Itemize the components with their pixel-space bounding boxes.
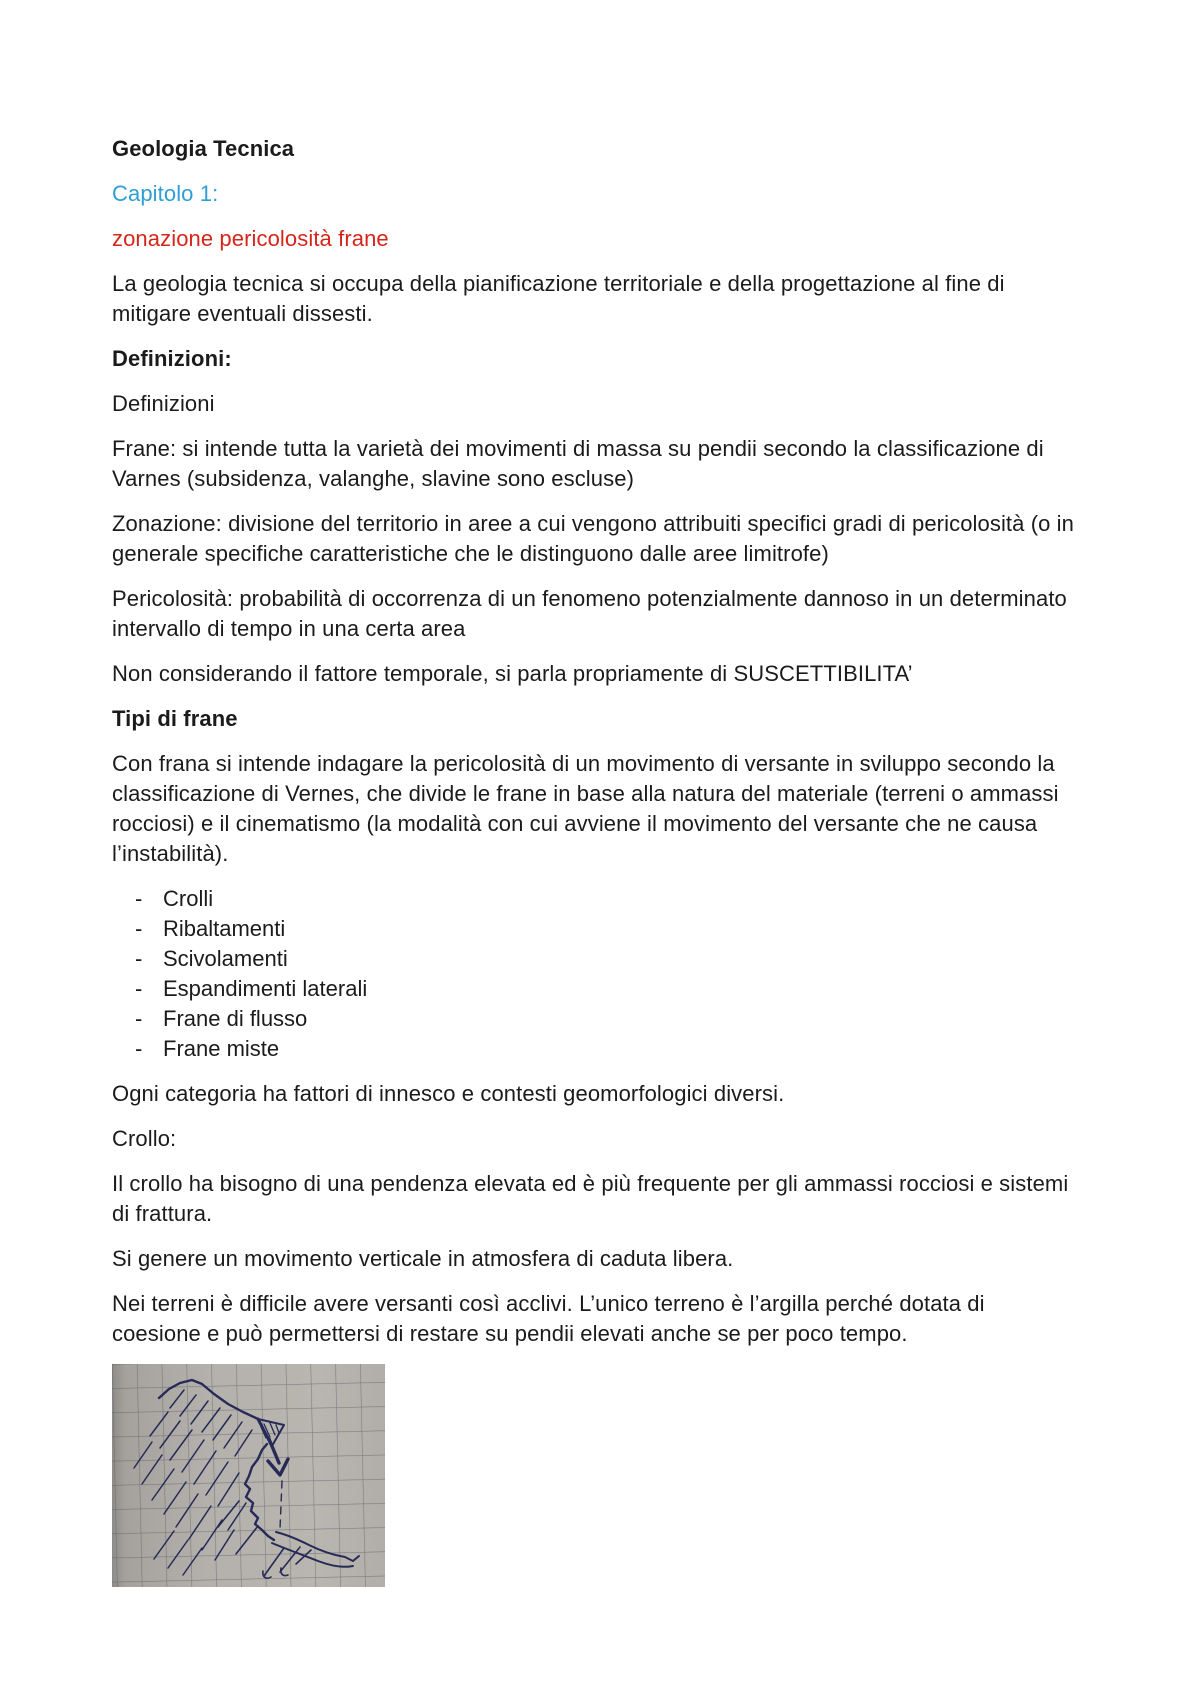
- definition-zonazione: Zonazione: divisione del territorio in aree a cui vengono attribuiti specifici gradi di pericolosità (o in generale specifiche caratteristiche che le distinguono dalle aree limitrofe): [112, 511, 1074, 566]
- crollo-label: Crollo:: [112, 1126, 177, 1151]
- list-item-label: Scivolamenti: [163, 946, 288, 971]
- definition-pericolosita: Pericolosità: probabilità di occorrenza di un fenomeno potenzialmente dannoso in un determinato intervallo di tempo in una certa area: [112, 586, 1067, 641]
- definitions-heading: Definizioni:: [112, 346, 232, 371]
- list-item-ribaltamenti: [112, 914, 1078, 944]
- list-item-label: Crolli: [163, 886, 214, 911]
- chapter-subtitle: zonazione pericolosità frane: [112, 226, 389, 251]
- list-item-label: Frane miste: [163, 1036, 280, 1061]
- suscettibilita-note: Non considerando il fattore temporale, si parla propriamente di SUSCETTIBILITA’: [112, 661, 913, 686]
- list-item-frane-di-flusso: [112, 1004, 1078, 1034]
- list-item-frane-miste: [112, 1034, 1078, 1064]
- list-item-crolli: [112, 884, 1078, 914]
- crollo-paragraph-2: Si genere un movimento verticale in atmosfera di caduta libera.: [112, 1246, 734, 1271]
- rockfall-sketch-image: [112, 1364, 385, 1587]
- categories-note: Ogni categoria ha fattori di innesco e contesti geomorfologici diversi.: [112, 1081, 785, 1106]
- dash-bullet: -: [135, 976, 143, 1001]
- doc-title: Geologia Tecnica: [112, 136, 295, 161]
- list-item-label: Espandimenti laterali: [163, 976, 368, 1001]
- intro-paragraph: La geologia tecnica si occupa della pianificazione territoriale e della progettazione al fine di mitigare eventuali dissesti.: [112, 271, 1005, 326]
- dash-bullet: -: [135, 1006, 143, 1031]
- definition-frane: Frane: si intende tutta la varietà dei movimenti di massa su pendii secondo la classificazione di Varnes (subsidenza, valanghe, slavine sono escluse): [112, 436, 1044, 491]
- definitions-word: Definizioni: [112, 391, 215, 416]
- dash-bullet: -: [135, 916, 143, 941]
- landslide-types-list: [112, 884, 1078, 1064]
- crollo-paragraph-1: Il crollo ha bisogno di una pendenza elevata ed è più frequente per gli ammassi rocciosi e sistemi di frattura.: [112, 1171, 1069, 1226]
- list-item-scivolamenti: [112, 944, 1078, 974]
- dash-bullet: -: [135, 886, 143, 911]
- dash-bullet: -: [135, 1036, 143, 1061]
- list-item-label: Frane di flusso: [163, 1006, 308, 1031]
- list-item-label: Ribaltamenti: [163, 916, 286, 941]
- graph-paper-sketch: [112, 1364, 385, 1587]
- dash-bullet: -: [135, 946, 143, 971]
- chapter-heading: Capitolo 1:: [112, 181, 219, 206]
- crollo-paragraph-3: Nei terreni è difficile avere versanti così acclivi. L’unico terreno è l’argilla perché dotata di coesione e può permettersi di restare su pendii elevati anche se per poco tempo.: [112, 1291, 985, 1346]
- list-item-espandimenti-laterali: [112, 974, 1078, 1004]
- types-heading: Tipi di frane: [112, 706, 238, 731]
- types-intro-paragraph: Con frana si intende indagare la pericolosità di un movimento di versante in sviluppo secondo la classificazione di Vernes, che divide le frane in base alla natura del materiale (terreni o ammassi rocciosi) e il cinematismo (la modalità con cui avviene il movimento del versante che ne causa l’instabilità).: [112, 751, 1059, 866]
